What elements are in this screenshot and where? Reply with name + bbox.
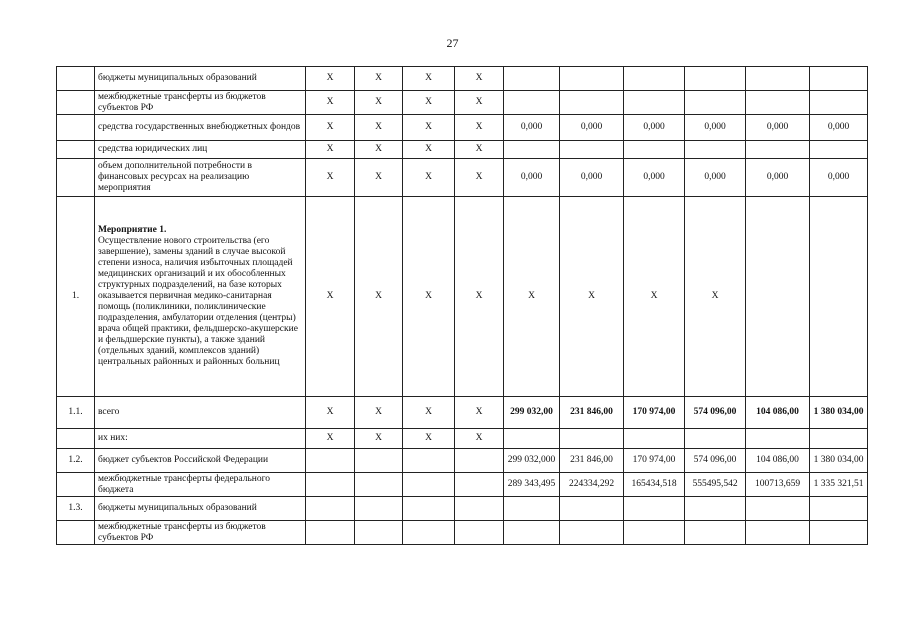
row-name	[95, 473, 306, 497]
value-cell	[560, 67, 624, 91]
value-cell: 100713,659	[746, 473, 810, 497]
row-name	[95, 497, 306, 521]
mark-cell: X	[306, 429, 355, 449]
value-cell	[746, 497, 810, 521]
mark-cell: X	[455, 429, 504, 449]
row-number	[57, 91, 95, 115]
table-row	[57, 397, 868, 429]
financing-table	[56, 66, 868, 545]
mark-cell: X	[306, 141, 355, 159]
mark-cell: X	[355, 397, 403, 429]
event-title: Мероприятие 1.	[98, 225, 167, 235]
mark-cell: X	[455, 67, 504, 91]
mark-cell: X	[306, 67, 355, 91]
mark-cell: X	[403, 115, 455, 141]
row-name	[95, 91, 306, 115]
value-cell	[810, 497, 868, 521]
row-name-text: бюджеты муниципальных образований	[98, 503, 257, 513]
value-cell: 1 380 034,00	[810, 397, 868, 429]
value-cell: 104 086,00	[746, 449, 810, 473]
value-cell	[746, 197, 810, 397]
value-cell	[624, 67, 685, 91]
value-cell	[685, 141, 746, 159]
table-row	[57, 449, 868, 473]
value-cell	[560, 91, 624, 115]
value-cell: 0,000	[746, 159, 810, 197]
mark-cell	[355, 449, 403, 473]
table-row	[57, 141, 868, 159]
mark-cell: X	[306, 115, 355, 141]
value-cell: 0,000	[504, 115, 560, 141]
mark-cell: X	[455, 197, 504, 397]
mark-cell	[306, 449, 355, 473]
row-number	[57, 429, 95, 449]
mark-cell	[306, 521, 355, 545]
row-name	[95, 159, 306, 197]
value-cell	[504, 91, 560, 115]
value-cell	[746, 141, 810, 159]
value-cell: 170 974,00	[624, 449, 685, 473]
value-cell: 0,000	[810, 159, 868, 197]
mark-cell: X	[355, 115, 403, 141]
mark-cell: X	[355, 141, 403, 159]
value-cell: 299 032,000	[504, 449, 560, 473]
row-number	[57, 521, 95, 545]
value-cell	[504, 521, 560, 545]
value-cell: 224334,292	[560, 473, 624, 497]
row-name-text: Осуществление нового строительства (его завершение), замены зданий в случае высокой степени износа, наличия избыточных площадей медицинских организаций и их обособленных структурных подразделений, на базе которых оказывается первичная медико-санитарная помощь (поликлиники, поликлинические подразделения, амбулатории отделения (центры) врача общей практики, фельдшерско-акушерские и фельдшерские пункты), а также зданий (отдельных зданий, комплексов зданий) центральных районных и районных больниц	[98, 236, 298, 367]
value-cell	[746, 91, 810, 115]
row-number: 1.1.	[57, 397, 95, 429]
mark-cell: X	[355, 197, 403, 397]
row-name-text: бюджеты муниципальных образований	[98, 73, 257, 83]
mark-cell	[403, 521, 455, 545]
value-cell: 1 335 321,51	[810, 473, 868, 497]
value-cell: 0,000	[810, 115, 868, 141]
value-cell: 165434,518	[624, 473, 685, 497]
value-cell: 574 096,00	[685, 397, 746, 429]
value-cell	[810, 521, 868, 545]
value-cell: X	[560, 197, 624, 397]
value-cell	[624, 521, 685, 545]
value-cell: 104 086,00	[746, 397, 810, 429]
row-name-text: межбюджетные трансферты из бюджетов субъектов РФ	[98, 521, 266, 543]
mark-cell	[403, 497, 455, 521]
mark-cell	[455, 521, 504, 545]
row-name-text: средства государственных внебюджетных фондов	[98, 122, 301, 132]
value-cell	[504, 67, 560, 91]
value-cell	[624, 429, 685, 449]
value-cell: X	[504, 197, 560, 397]
mark-cell	[306, 497, 355, 521]
mark-cell: X	[403, 67, 455, 91]
row-name	[95, 197, 306, 397]
table-row	[57, 497, 868, 521]
value-cell	[560, 497, 624, 521]
value-cell	[810, 67, 868, 91]
mark-cell	[455, 449, 504, 473]
table-row	[57, 115, 868, 141]
row-name-text: объем дополнительной потребности в финансовых ресурсах на реализацию мероприятия	[98, 161, 252, 193]
mark-cell: X	[355, 159, 403, 197]
row-name-text: их них:	[98, 433, 128, 443]
row-number	[57, 115, 95, 141]
value-cell	[624, 91, 685, 115]
table-row	[57, 473, 868, 497]
value-cell	[560, 141, 624, 159]
value-cell: 231 846,00	[560, 397, 624, 429]
value-cell	[810, 141, 868, 159]
mark-cell: X	[403, 397, 455, 429]
row-name-text: средства юридических лиц	[98, 144, 208, 154]
value-cell: 170 974,00	[624, 397, 685, 429]
mark-cell: X	[306, 197, 355, 397]
row-number	[57, 473, 95, 497]
mark-cell	[403, 449, 455, 473]
value-cell: 0,000	[624, 159, 685, 197]
value-cell	[685, 497, 746, 521]
mark-cell: X	[455, 91, 504, 115]
mark-cell: X	[403, 159, 455, 197]
value-cell: 0,000	[685, 159, 746, 197]
mark-cell: X	[355, 429, 403, 449]
value-cell: 1 380 034,00	[810, 449, 868, 473]
mark-cell: X	[403, 429, 455, 449]
row-name	[95, 429, 306, 449]
mark-cell	[355, 473, 403, 497]
table-row	[57, 197, 868, 397]
value-cell	[504, 141, 560, 159]
mark-cell: X	[455, 115, 504, 141]
page-number: 27	[446, 36, 459, 50]
value-cell: 231 846,00	[560, 449, 624, 473]
table-row	[57, 91, 868, 115]
mark-cell: X	[403, 197, 455, 397]
value-cell	[685, 91, 746, 115]
row-number: 1.3.	[57, 497, 95, 521]
row-name	[95, 115, 306, 141]
value-cell: 0,000	[685, 115, 746, 141]
row-name	[95, 449, 306, 473]
row-name-text: межбюджетные трансферты федерального бюджета	[98, 473, 271, 495]
table-row	[57, 429, 868, 449]
table-row	[57, 159, 868, 197]
value-cell: 0,000	[504, 159, 560, 197]
table-row	[57, 521, 868, 545]
mark-cell: X	[403, 141, 455, 159]
mark-cell: X	[355, 91, 403, 115]
table-row	[57, 67, 868, 91]
row-number	[57, 159, 95, 197]
value-cell	[810, 197, 868, 397]
row-name	[95, 67, 306, 91]
value-cell	[685, 429, 746, 449]
value-cell	[504, 429, 560, 449]
value-cell: 0,000	[560, 159, 624, 197]
value-cell	[746, 67, 810, 91]
mark-cell	[455, 473, 504, 497]
value-cell	[560, 521, 624, 545]
value-cell	[810, 429, 868, 449]
mark-cell	[306, 473, 355, 497]
value-cell: 299 032,00	[504, 397, 560, 429]
row-number: 1.	[57, 197, 95, 397]
mark-cell: X	[306, 91, 355, 115]
mark-cell: X	[455, 397, 504, 429]
value-cell: 574 096,00	[685, 449, 746, 473]
mark-cell	[403, 473, 455, 497]
mark-cell	[355, 521, 403, 545]
mark-cell: X	[306, 397, 355, 429]
mark-cell: X	[403, 91, 455, 115]
row-name-text: межбюджетные трансферты из бюджетов субъектов РФ	[98, 91, 266, 113]
row-name	[95, 521, 306, 545]
value-cell: 0,000	[746, 115, 810, 141]
mark-cell: X	[355, 67, 403, 91]
mark-cell	[355, 497, 403, 521]
value-cell	[560, 429, 624, 449]
mark-cell: X	[306, 159, 355, 197]
value-cell	[504, 497, 560, 521]
value-cell: X	[685, 197, 746, 397]
value-cell	[746, 521, 810, 545]
row-number	[57, 141, 95, 159]
value-cell	[685, 521, 746, 545]
value-cell	[624, 141, 685, 159]
row-name	[95, 141, 306, 159]
value-cell	[810, 91, 868, 115]
value-cell: 289 343,495	[504, 473, 560, 497]
row-number	[57, 67, 95, 91]
row-name	[95, 397, 306, 429]
value-cell	[746, 429, 810, 449]
value-cell	[624, 497, 685, 521]
mark-cell: X	[455, 159, 504, 197]
value-cell: 555495,542	[685, 473, 746, 497]
row-name-text: бюджет субъектов Российской Федерации	[98, 455, 269, 465]
mark-cell: X	[455, 141, 504, 159]
mark-cell	[455, 497, 504, 521]
value-cell	[685, 67, 746, 91]
value-cell: 0,000	[624, 115, 685, 141]
row-number: 1.2.	[57, 449, 95, 473]
row-name-text: всего	[98, 407, 120, 417]
value-cell: 0,000	[560, 115, 624, 141]
value-cell: X	[624, 197, 685, 397]
